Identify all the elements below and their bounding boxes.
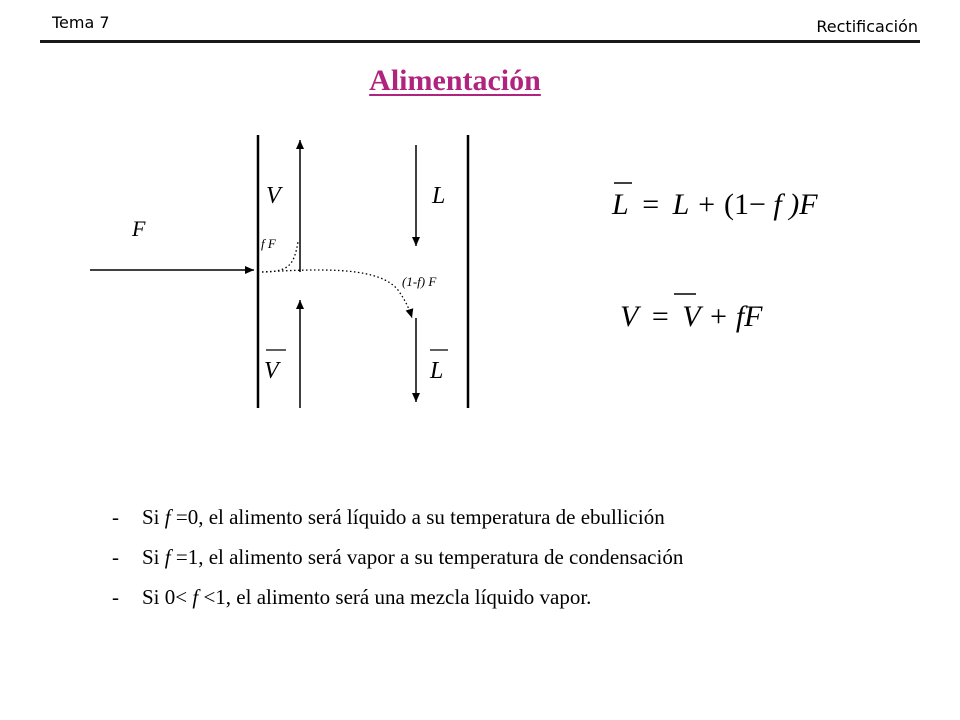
- eq-vapor-rest: + fF: [708, 300, 763, 333]
- eq-f: f: [773, 188, 782, 221]
- liquid-top-label: L: [432, 183, 446, 209]
- list-item: - Si f =1, el alimento será vapor a su temperatura de condensación: [112, 545, 684, 569]
- eq-v: V: [620, 300, 639, 333]
- feed-condition-list: [112, 497, 683, 617]
- vapor-fraction-label: f F: [261, 236, 276, 251]
- vapor-balance-equation: [620, 294, 763, 333]
- eq-open: (1−: [724, 188, 774, 221]
- list-item: - Si 0< f <1, el alimento será una mezcla líquido vapor.: [112, 585, 592, 609]
- liquid-balance-equation: [611, 183, 818, 221]
- eq-vbar: V: [682, 300, 701, 333]
- liquid-bottom-label: L: [430, 358, 444, 384]
- eq-lbar: L: [612, 188, 629, 221]
- section-label: Rectificación: [816, 17, 918, 36]
- svg-text:L = L + (1−: L = L + (1− f )F: [612, 188, 818, 221]
- list-item: - Si f =0, el alimento será líquido a su temperatura de ebullición: [112, 505, 665, 529]
- svg-text:V = V + fF: V = V + fF: [620, 300, 763, 333]
- eq-l: L +: [672, 188, 724, 221]
- eq-close: )F: [789, 188, 818, 221]
- liquid-fraction-label: (1-f) F: [402, 274, 437, 289]
- vapor-top-label: V: [266, 183, 281, 209]
- topic-label: Tema 7: [52, 13, 110, 32]
- page-title: Alimentación: [369, 64, 541, 97]
- liquid-fraction-path: [262, 270, 412, 318]
- feed-label: F: [132, 216, 146, 241]
- vapor-bottom-label: V: [264, 358, 279, 384]
